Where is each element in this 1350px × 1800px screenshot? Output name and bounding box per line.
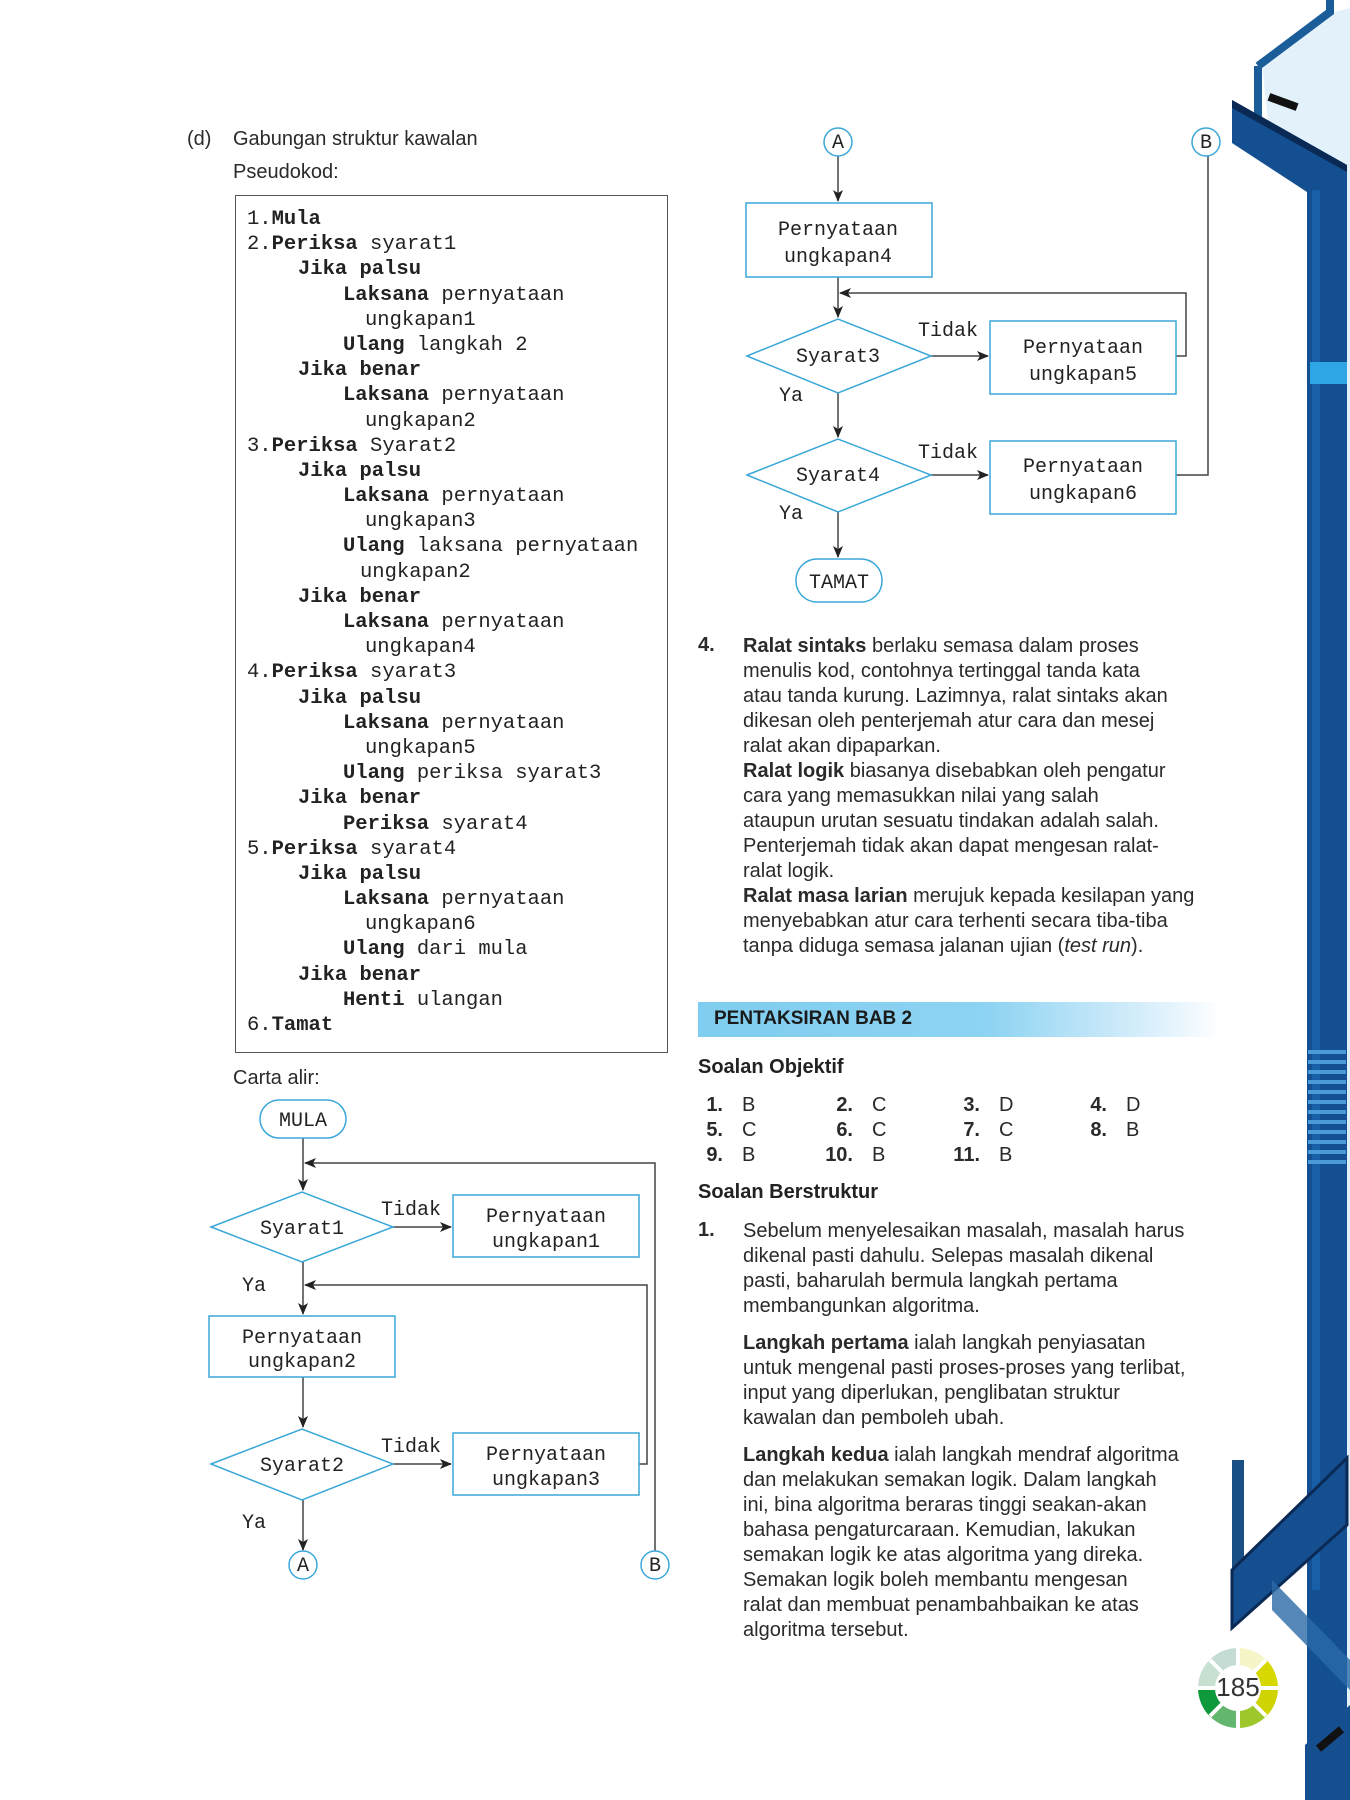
text-line	[743, 1219, 1185, 1244]
code-text: ungkapan4	[365, 636, 476, 660]
answer-number: 4.	[698, 634, 715, 656]
text: ralat akan dipaparkan.	[743, 735, 941, 757]
answer-choice: B	[872, 1144, 886, 1166]
code-text: syarat3	[357, 661, 457, 685]
text-line	[743, 1593, 1185, 1618]
code-text: pernyataan	[429, 711, 565, 735]
code-text: pernyataan	[429, 485, 565, 509]
keyword: Jika palsu	[298, 459, 422, 483]
text-line	[743, 909, 1194, 934]
flowchart-label: Carta alir:	[233, 1067, 320, 1089]
text: ialah langkah penyiasatan	[908, 1332, 1146, 1354]
keyword: Jika palsu	[298, 686, 422, 710]
text: tanpa diduga semasa jalanan ujian (	[743, 935, 1065, 957]
answer-number: 1.	[706, 1094, 723, 1116]
keyword: Jika benar	[298, 787, 422, 811]
answer-choice: D	[1126, 1094, 1141, 1116]
code-text: 2.	[247, 233, 272, 257]
answer-choice: C	[742, 1119, 757, 1141]
text-line	[743, 1381, 1185, 1406]
page-number: 185	[1216, 1672, 1260, 1702]
code-text: ulangan	[404, 988, 503, 1012]
box-label: ungkapan6	[1028, 483, 1138, 506]
text: menyebabkan atur cara terhenti secara tiba-tiba	[743, 910, 1168, 932]
connector-b-label: B	[1199, 132, 1213, 155]
answer-choice: C	[999, 1119, 1014, 1141]
keyword: Tamat	[271, 1014, 334, 1037]
no-label: Tidak	[917, 442, 979, 465]
text: ralat dan membuat penambahbaikan ke atas	[743, 1594, 1139, 1616]
keyword: Ulang	[343, 938, 405, 962]
answer-number: 9.	[706, 1144, 723, 1166]
keyword: Jika palsu	[298, 258, 422, 282]
answer-number: 6.	[836, 1119, 853, 1141]
text-line	[743, 734, 1194, 759]
section-label: (d)	[187, 128, 212, 150]
keyword: Laksana	[343, 888, 430, 912]
code-text: Syarat2	[357, 434, 457, 458]
text: dikesan oleh penterjemah atur cara dan mesej	[743, 710, 1155, 732]
answer-number: 2.	[836, 1094, 853, 1116]
text-line	[743, 1269, 1185, 1294]
text: Semakan logik boleh membantu mengesan	[743, 1569, 1128, 1591]
text-line	[743, 1493, 1185, 1518]
bold-term: Langkah kedua	[743, 1444, 889, 1466]
paragraph	[743, 1219, 1185, 1319]
text: kawalan dan pemboleh ubah.	[743, 1407, 1005, 1429]
end-label: TAMAT	[808, 572, 870, 595]
flowchart-part2	[700, 0, 1240, 620]
code-text: ungkapan5	[365, 736, 476, 760]
keyword: Laksana	[343, 485, 430, 509]
text: Penterjemah tidak akan dapat mengesan ralat-	[743, 835, 1159, 857]
keyword: Periksa	[343, 812, 430, 836]
box-label: ungkapan1	[491, 1231, 601, 1254]
code-text: syarat1	[357, 233, 457, 257]
code-text: pernyataan	[429, 888, 565, 912]
answer-number: 5.	[706, 1119, 723, 1141]
code-text: pernyataan	[429, 611, 565, 634]
decision-label: Syarat3	[795, 346, 881, 369]
bold-term: Ralat sintaks	[743, 635, 867, 657]
text: merujuk kepada kesilapan yang	[907, 885, 1195, 907]
text-line	[743, 759, 1194, 784]
code-text: pernyataan	[429, 384, 565, 408]
no-label: Tidak	[380, 1199, 442, 1222]
text: cara yang memasukkan nilai yang salah	[743, 785, 1099, 807]
keyword: Periksa	[271, 837, 358, 861]
text: bahasa pengaturcaraan. Kemudian, lakukan	[743, 1519, 1136, 1541]
code-text: syarat4	[429, 812, 528, 836]
text: semakan logik ke atas algoritma yang direka.	[743, 1544, 1144, 1566]
text: dikenal pasti dahulu. Selepas masalah dikenal	[743, 1245, 1154, 1267]
decision-label: Syarat2	[259, 1455, 345, 1478]
yes-label: Ya	[778, 503, 804, 526]
code-text: laksana pernyataan	[404, 535, 639, 559]
keyword: Jika palsu	[298, 862, 422, 886]
bold-term: Ralat masa larian	[743, 885, 908, 907]
text: ataupun urutan sesuatu tindakan adalah salah.	[743, 810, 1159, 832]
keyword: Jika benar	[298, 359, 422, 383]
box-label: Pernyataan	[1022, 456, 1144, 479]
code-text: syarat4	[357, 837, 457, 861]
page-number-badge	[1198, 1648, 1278, 1728]
text: Sebelum menyelesaikan masalah, masalah harus	[743, 1220, 1185, 1242]
to-connector-b-line	[1176, 156, 1208, 475]
keyword: Ulang	[343, 535, 405, 559]
keyword: Laksana	[343, 384, 430, 408]
box-label: ungkapan5	[1028, 364, 1138, 387]
keyword: Laksana	[343, 283, 430, 307]
box-label: ungkapan2	[247, 1351, 357, 1374]
text-line	[743, 784, 1194, 809]
text-line	[743, 684, 1194, 709]
answer-choice: B	[742, 1094, 756, 1116]
code-text: langkah 2	[404, 333, 528, 357]
code-text: ungkapan2	[360, 560, 471, 584]
answer-number: 3.	[963, 1094, 980, 1116]
code-text: 5.	[247, 837, 272, 861]
objective-title: Soalan Objektif	[698, 1056, 844, 1078]
text-line	[743, 1443, 1185, 1468]
text: biasanya disebabkan oleh pengatur	[844, 760, 1166, 782]
answer-number: 10.	[825, 1144, 853, 1166]
keyword: Periksa	[271, 434, 358, 458]
text-line	[743, 1406, 1185, 1431]
text-line	[743, 809, 1194, 834]
box-label: Pernyataan	[485, 1206, 607, 1229]
connector-b-label: B	[648, 1555, 662, 1578]
text-line	[743, 859, 1194, 884]
text: pasti, baharulah bermula langkah pertama	[743, 1270, 1118, 1292]
box-label: ungkapan4	[783, 246, 893, 269]
answer-choice: B	[1126, 1119, 1140, 1141]
keyword: Laksana	[343, 611, 430, 634]
keyword: Periksa	[271, 233, 358, 257]
code-text: periksa syarat3	[404, 762, 602, 786]
structured-answer-text	[743, 1219, 1185, 1655]
keyword: Laksana	[343, 711, 430, 735]
text-line	[743, 1244, 1185, 1269]
text-line	[743, 1618, 1185, 1643]
keyword: Mula	[271, 208, 321, 231]
text-line	[743, 1468, 1185, 1493]
code-text: ungkapan2	[365, 409, 476, 433]
yes-label: Ya	[241, 1512, 267, 1535]
start-label: MULA	[278, 1110, 328, 1133]
text-line	[743, 1543, 1185, 1568]
text: ialah langkah mendraf algoritma	[888, 1444, 1179, 1466]
italic-text: test run	[1064, 935, 1132, 957]
text: ).	[1131, 935, 1144, 957]
text-line	[743, 1518, 1185, 1543]
text-line	[743, 1568, 1185, 1593]
code-text: pernyataan	[429, 283, 565, 307]
text-line	[743, 659, 1194, 684]
no-label: Tidak	[380, 1436, 442, 1459]
text-line	[743, 934, 1194, 959]
code-text: 6.	[247, 1014, 272, 1037]
code-text: 3.	[247, 434, 272, 458]
text: untuk mengenal pasti proses-proses yang terlibat,	[743, 1357, 1186, 1379]
answer-choice: C	[872, 1119, 887, 1141]
paragraph	[743, 1443, 1185, 1643]
text-line	[743, 1356, 1185, 1381]
keyword: Jika benar	[298, 963, 422, 987]
text: atau tanda kurung. Lazimnya, ralat sintaks akan	[743, 685, 1168, 707]
keyword: Ulang	[343, 762, 405, 786]
keyword: Jika benar	[298, 585, 422, 609]
box-label: Pernyataan	[777, 219, 899, 242]
answer-4-text	[743, 634, 1194, 959]
bold-term: Langkah pertama	[743, 1332, 909, 1354]
code-text: dari mula	[404, 938, 528, 962]
assessment-title: PENTAKSIRAN BAB 2	[714, 1008, 913, 1029]
structured-number: 1.	[698, 1219, 715, 1241]
connector-a-label: A	[831, 132, 845, 155]
text: berlaku semasa dalam proses	[866, 635, 1139, 657]
answer-number: 4.	[1090, 1094, 1107, 1116]
paragraph	[743, 1331, 1185, 1431]
yes-label: Ya	[241, 1275, 267, 1298]
text: ralat logik.	[743, 860, 835, 882]
box-label: Pernyataan	[1022, 337, 1144, 360]
text-line	[743, 1294, 1185, 1319]
box-label: Pernyataan	[485, 1444, 607, 1467]
text: input yang diperlukan, penglibatan struktur	[743, 1382, 1120, 1404]
text-line	[743, 709, 1194, 734]
code-text: ungkapan6	[365, 913, 476, 937]
answer-number: 8.	[1090, 1119, 1107, 1141]
no-label: Tidak	[917, 320, 979, 343]
code-text: ungkapan3	[365, 510, 476, 534]
text-line	[743, 884, 1194, 909]
answer-choice: C	[872, 1094, 887, 1116]
section-title: Gabungan struktur kawalan	[233, 128, 478, 150]
answer-choice: B	[999, 1144, 1013, 1166]
answer-choice: D	[999, 1094, 1014, 1116]
decision-label: Syarat1	[259, 1218, 345, 1241]
text-line	[743, 834, 1194, 859]
code-text: 1.	[247, 208, 272, 231]
text: membangunkan algoritma.	[743, 1295, 980, 1317]
text-line	[743, 634, 1194, 659]
keyword: Henti	[343, 988, 405, 1012]
connector-a-label: A	[296, 1555, 310, 1578]
yes-label: Ya	[778, 385, 804, 408]
structured-title: Soalan Berstruktur	[698, 1181, 879, 1203]
answer-number: 7.	[963, 1119, 980, 1141]
box-label: ungkapan3	[491, 1469, 601, 1492]
answer-choice: B	[742, 1144, 756, 1166]
text: algoritma tersebut.	[743, 1619, 909, 1641]
text: dan melakukan semakan logik. Dalam langkah	[743, 1469, 1157, 1491]
pseudocode-label: Pseudokod:	[233, 161, 339, 183]
bold-term: Ralat logik	[743, 760, 845, 782]
text: ini, bina algoritma beraras tinggi seakan-akan	[743, 1494, 1147, 1516]
code-text: 4.	[247, 661, 272, 685]
text-line	[743, 1331, 1185, 1356]
keyword: Ulang	[343, 333, 405, 357]
answer-number: 11.	[953, 1144, 980, 1166]
decision-label: Syarat4	[795, 465, 881, 488]
text: menulis kod, contohnya tertinggal tanda kata	[743, 660, 1140, 682]
box-label: Pernyataan	[241, 1327, 363, 1350]
keyword: Periksa	[271, 661, 358, 685]
code-text: ungkapan1	[365, 308, 476, 332]
assessment-header	[698, 1002, 1223, 1037]
